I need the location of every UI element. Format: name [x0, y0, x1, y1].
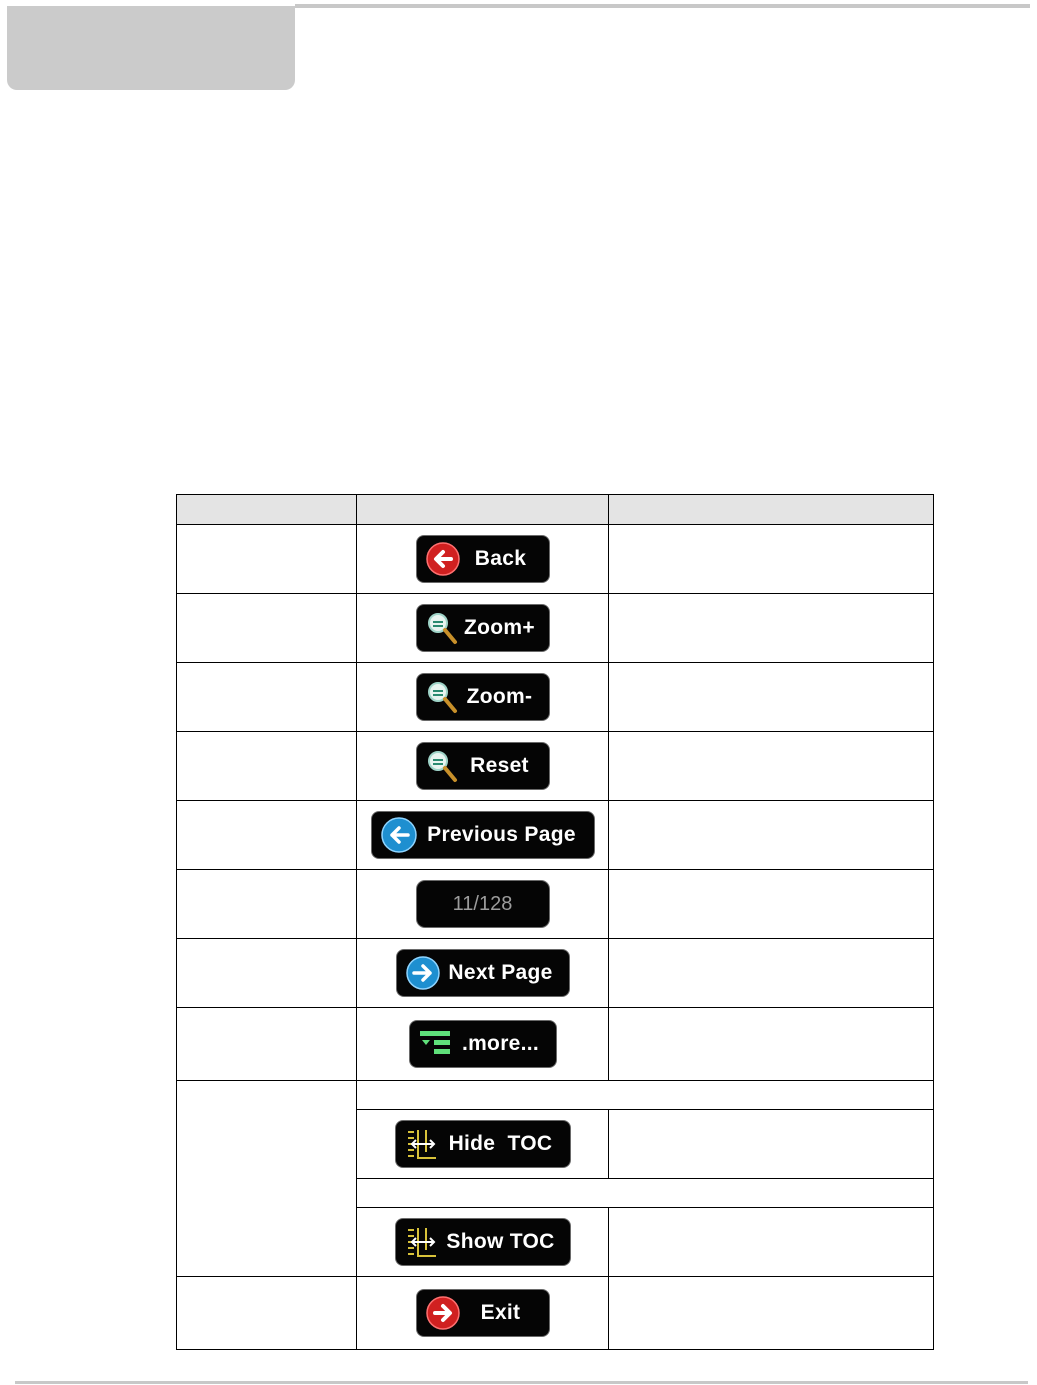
- button-cell: [357, 939, 609, 1008]
- description-cell: [609, 663, 934, 732]
- subheading-cell: [357, 1179, 934, 1208]
- description-cell: [609, 1110, 934, 1179]
- table-row: [177, 1277, 934, 1350]
- description-cell: [609, 939, 934, 1008]
- table-row: [177, 870, 934, 939]
- description-cell: [609, 594, 934, 663]
- reset-button[interactable]: [417, 743, 549, 789]
- name-cell: [177, 1008, 357, 1081]
- zoom-out-button-label: Zoom-: [466, 685, 533, 708]
- header-cell-description: [609, 495, 934, 525]
- magnifier-icon: [425, 610, 459, 646]
- more-button-label: .more...: [461, 1032, 540, 1055]
- button-cell: [357, 1277, 609, 1350]
- button-cell: [357, 1110, 609, 1179]
- show-toc-button[interactable]: [396, 1219, 570, 1265]
- name-cell: [177, 525, 357, 594]
- button-cell: [357, 732, 609, 801]
- table-row: [177, 1008, 934, 1081]
- bottom-rule: [15, 1381, 1028, 1384]
- description-cell: [609, 801, 934, 870]
- description-cell: [609, 1008, 934, 1081]
- name-cell: [177, 870, 357, 939]
- toolbar-buttons-table: [176, 494, 934, 1350]
- button-cell: [357, 1208, 609, 1277]
- toc-icon: [404, 1224, 440, 1260]
- button-cell: [357, 1008, 609, 1081]
- hide-toc-button[interactable]: [396, 1121, 570, 1167]
- next-page-button[interactable]: [397, 950, 569, 996]
- description-cell: [609, 1208, 934, 1277]
- name-cell: [177, 1277, 357, 1350]
- back-button[interactable]: [417, 536, 549, 582]
- previous-page-button[interactable]: [372, 812, 594, 858]
- table-row: [177, 525, 934, 594]
- toc-icon: [404, 1126, 440, 1162]
- name-cell: [177, 663, 357, 732]
- description-cell: [609, 870, 934, 939]
- button-cell: [357, 594, 609, 663]
- zoom-out-button[interactable]: [417, 674, 549, 720]
- left-arrow-blue-circle-icon: [380, 816, 418, 854]
- menu-list-icon: [418, 1027, 454, 1061]
- right-arrow-red-circle-icon: [425, 1295, 461, 1331]
- table-row: [177, 939, 934, 1008]
- button-cell: [357, 525, 609, 594]
- button-cell: [357, 663, 609, 732]
- show-toc-button-label: Show TOC: [446, 1230, 555, 1253]
- description-cell: [609, 732, 934, 801]
- table-row: [177, 1081, 934, 1110]
- reset-button-label: Reset: [470, 754, 529, 777]
- name-cell: [177, 1081, 357, 1277]
- magnifier-icon: [425, 679, 459, 715]
- zoom-in-button-label: Zoom+: [464, 616, 535, 639]
- hide-toc-button-label: Hide TOC: [448, 1132, 553, 1155]
- table-row: [177, 801, 934, 870]
- right-arrow-blue-circle-icon: [405, 955, 441, 991]
- button-cell: [357, 801, 609, 870]
- description-cell: [609, 1277, 934, 1350]
- exit-button-label: Exit: [480, 1301, 521, 1324]
- zoom-in-button[interactable]: [417, 605, 549, 651]
- header-tab: [7, 6, 295, 90]
- magnifier-icon: [425, 748, 459, 784]
- previous-page-button-label: Previous Page: [427, 823, 576, 846]
- name-cell: [177, 732, 357, 801]
- header-cell-name: [177, 495, 357, 525]
- name-cell: [177, 801, 357, 870]
- exit-button[interactable]: [417, 1290, 549, 1336]
- left-arrow-red-circle-icon: [425, 541, 461, 577]
- table-row: [177, 594, 934, 663]
- table-header-row: [177, 495, 934, 525]
- page-counter: 11/128: [417, 881, 549, 927]
- header-cell-button: [357, 495, 609, 525]
- table-row: [177, 732, 934, 801]
- top-rule: [295, 4, 1030, 8]
- subheading-cell: [357, 1081, 934, 1110]
- table-row: [177, 663, 934, 732]
- name-cell: [177, 594, 357, 663]
- description-cell: [609, 525, 934, 594]
- button-cell: [357, 870, 609, 939]
- name-cell: [177, 939, 357, 1008]
- next-page-button-label: Next Page: [448, 961, 553, 984]
- more-button[interactable]: [410, 1021, 556, 1067]
- back-button-label: Back: [474, 547, 527, 570]
